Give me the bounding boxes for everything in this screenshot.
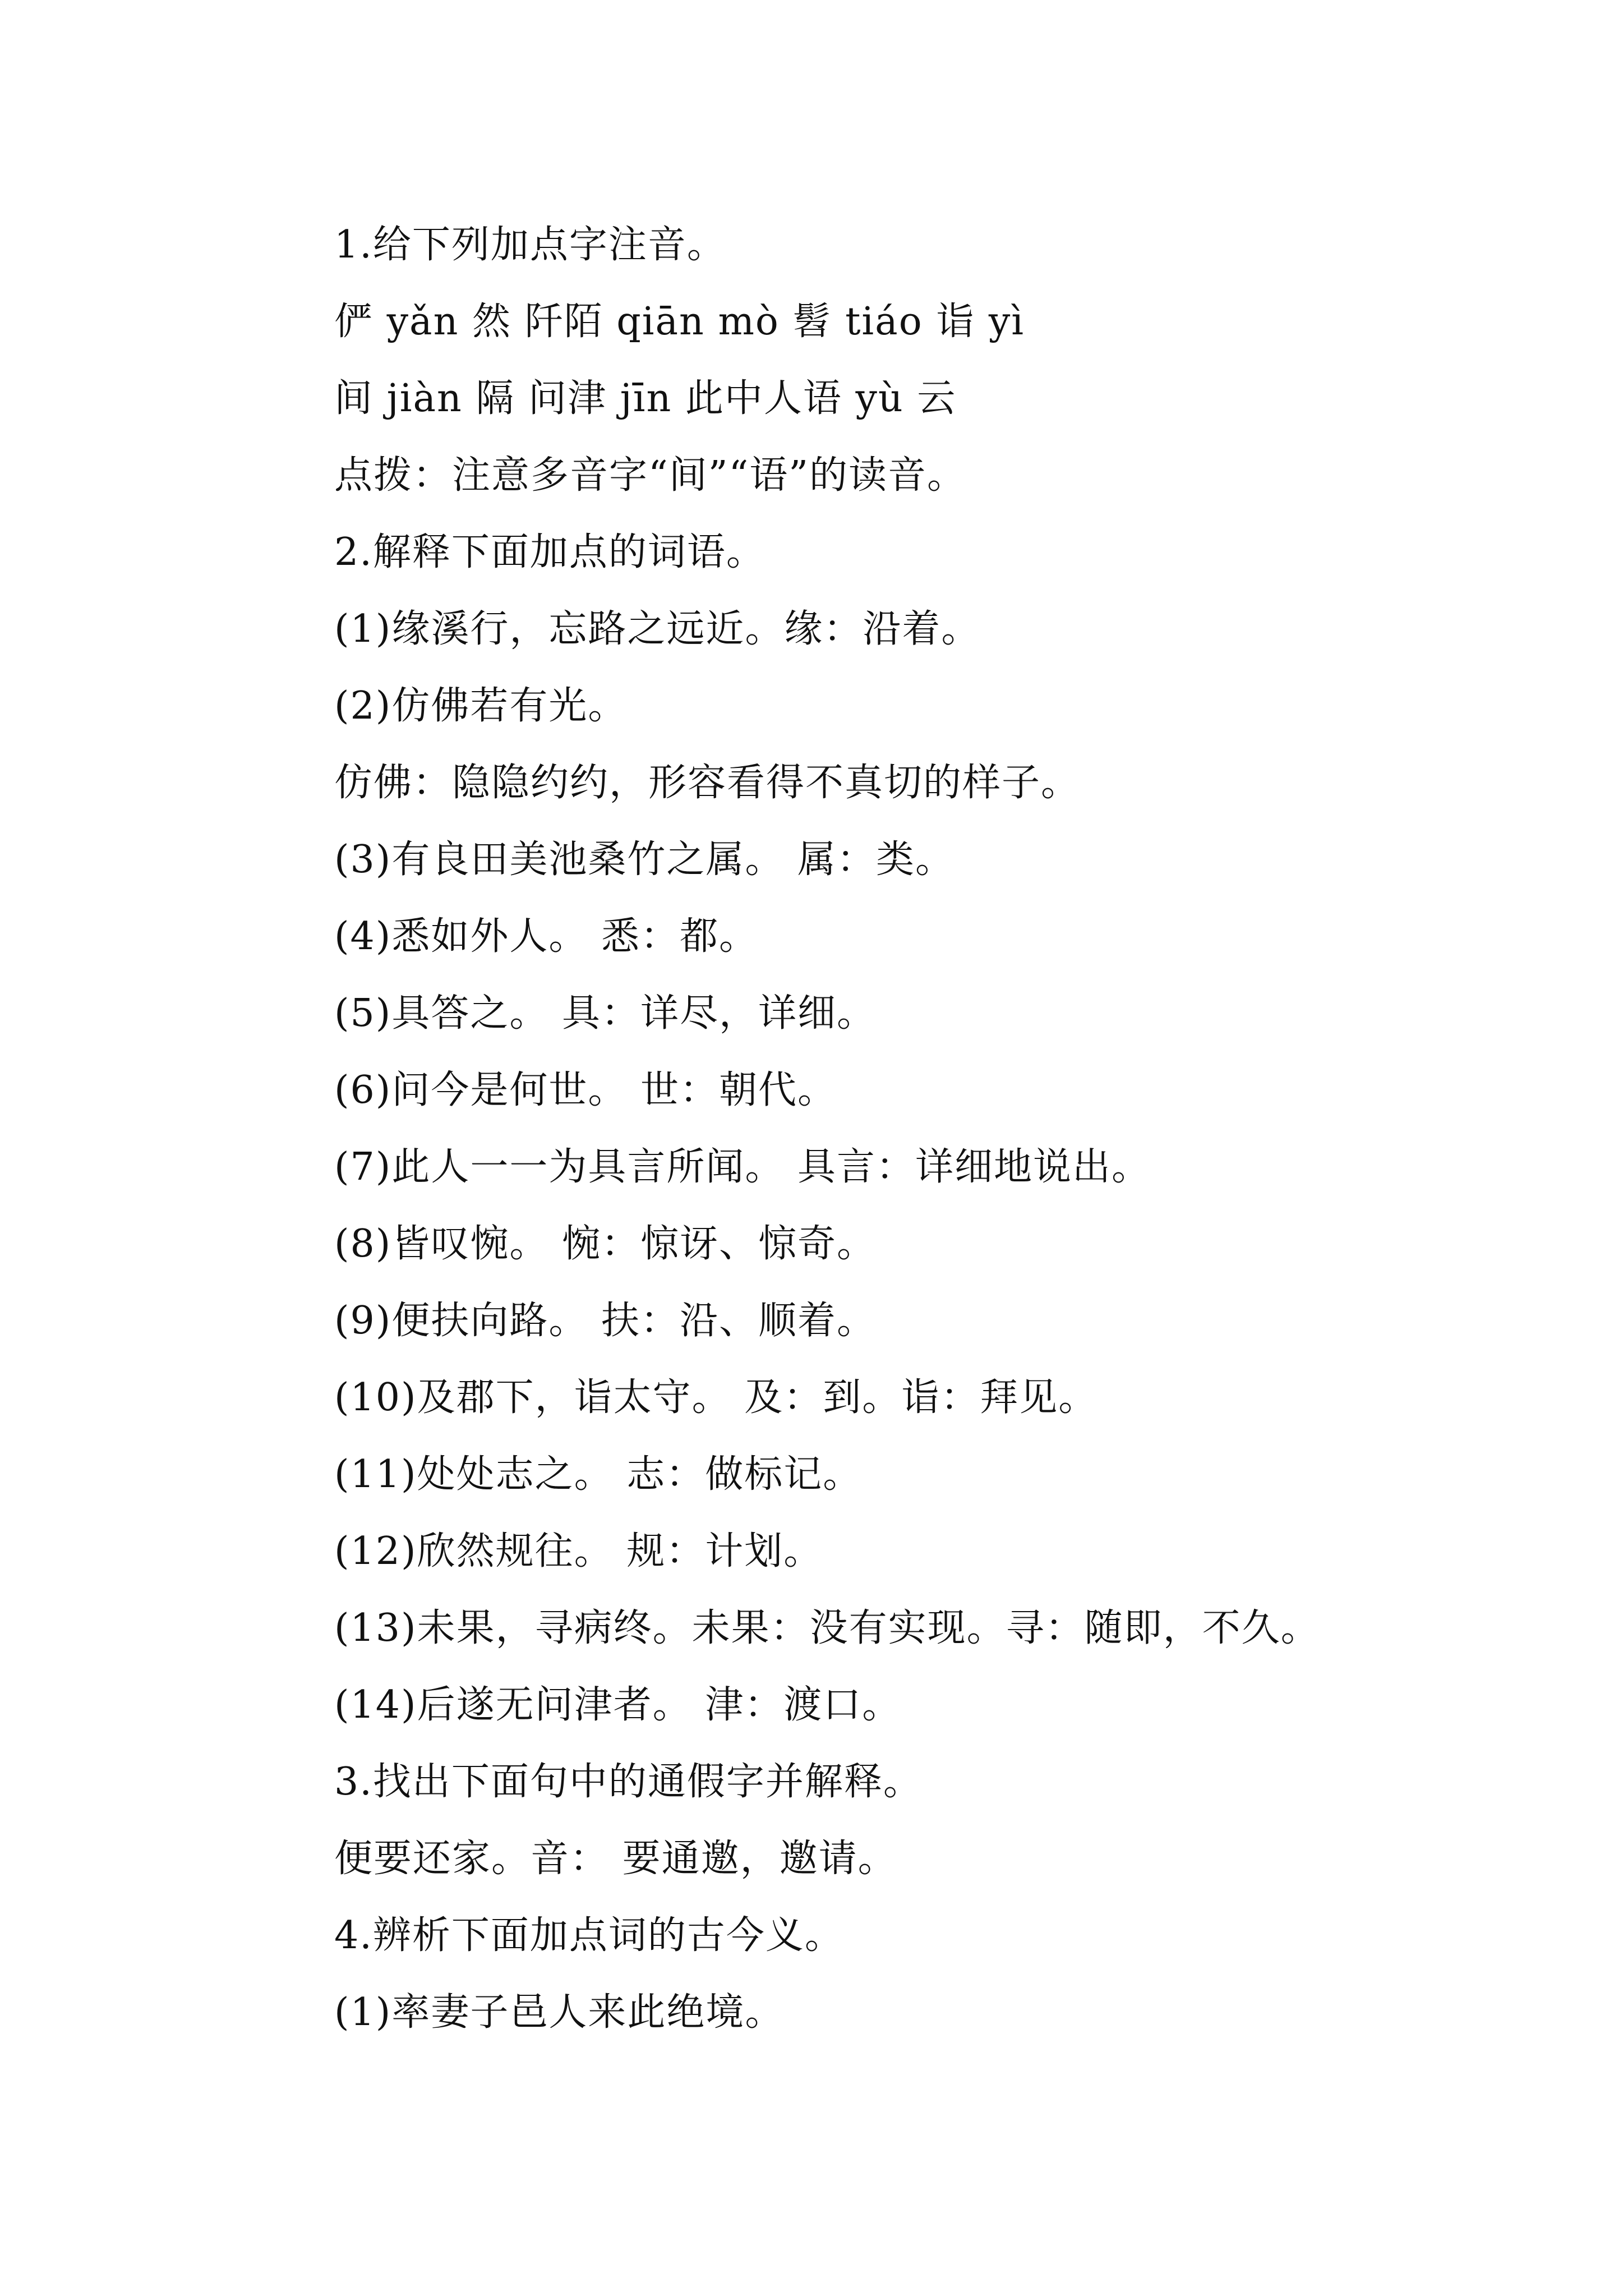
item-4: (4)悉如外人。 悉：都。 [334, 914, 758, 959]
item-3: (3)有良田美池桑竹之属。 属：类。 [334, 838, 955, 882]
item-12: (12)欣然规往。 规：计划。 [334, 1529, 823, 1573]
item-1: (1)缘溪行，忘路之远近。缘：沿着。 [334, 607, 981, 651]
pinyin-line-1: 俨 yǎn 然 阡陌 qiān mò 髫 tiáo 诣 yì [334, 300, 1025, 344]
item-6: (6)问今是何世。 世：朝代。 [334, 1068, 837, 1112]
hint-line: 点拨：注意多音字“间”“语”的读音。 [334, 453, 967, 498]
item-11: (11)处处志之。 志：做标记。 [334, 1452, 863, 1497]
question-3-heading: 3.找出下面句中的通假字并解释。 [334, 1760, 923, 1804]
question-2-heading: 2.解释下面加点的词语。 [334, 530, 766, 574]
item-8: (8)皆叹惋。 惋：惊讶、惊奇。 [334, 1222, 876, 1266]
item-7: (7)此人一一为具言所闻。 具言：详细地说出。 [334, 1145, 1151, 1189]
item-13: (13)未果，寻病终。未果：没有实现。寻：随即，不久。 [334, 1606, 1320, 1650]
question-4-item-1: (1)率妻子邑人来此绝境。 [334, 1990, 785, 2035]
question-3-answer: 便要还家。音： 要通邀，邀请。 [334, 1837, 897, 1881]
item-2-explanation: 仿佛：隐隐约约，形容看得不真切的样子。 [334, 761, 1081, 805]
item-5: (5)具答之。 具：详尽，详细。 [334, 991, 876, 1036]
question-4-heading: 4.辨析下面加点词的古今义。 [334, 1913, 844, 1958]
item-10: (10)及郡下，诣太守。 及：到。诣：拜见。 [334, 1375, 1098, 1420]
question-1-heading: 1.给下列加点字注音。 [334, 223, 726, 267]
item-9: (9)便扶向路。 扶：沿、顺着。 [334, 1299, 876, 1343]
pinyin-line-2: 间 jiàn 隔 问津 jīn 此中人语 yù 云 [334, 376, 957, 421]
item-2: (2)仿佛若有光。 [334, 684, 628, 728]
document-page [334, 220, 1596, 2064]
item-14: (14)后遂无问津者。 津：渡口。 [334, 1683, 902, 1727]
